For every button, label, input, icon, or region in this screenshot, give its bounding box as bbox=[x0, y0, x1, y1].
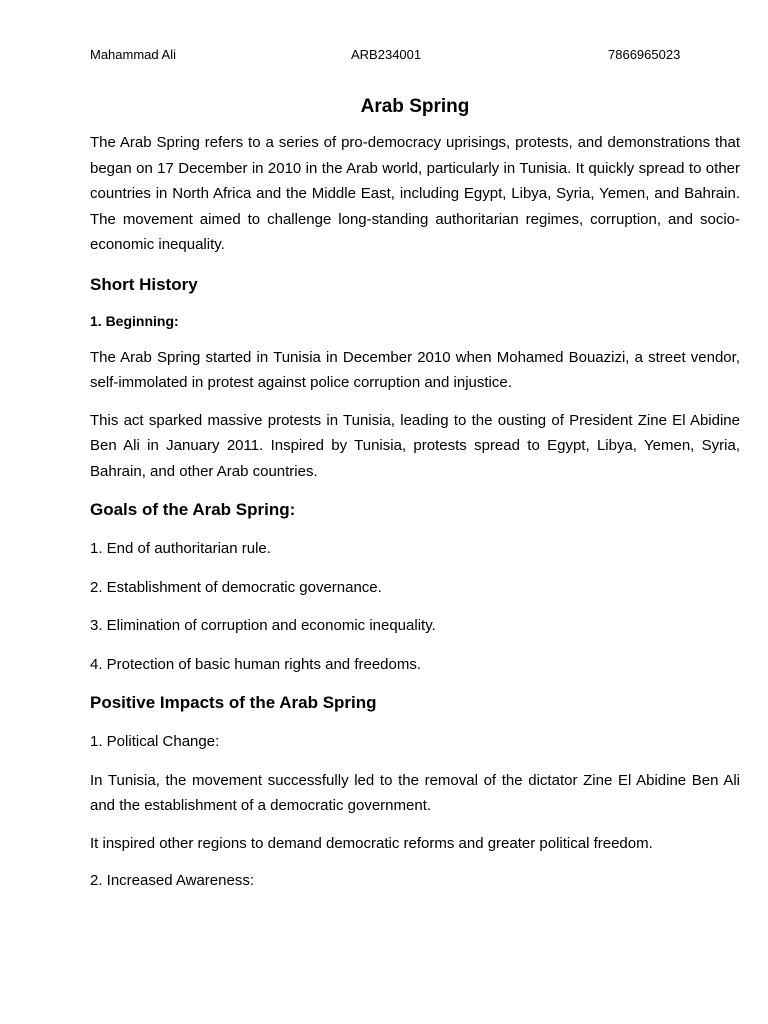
header-code: ARB234001 bbox=[351, 47, 422, 62]
goal-item: 3. Elimination of corruption and economic inequality. bbox=[90, 617, 436, 634]
impact-item-increased-awareness: 2. Increased Awareness: bbox=[90, 872, 254, 889]
history-paragraph-1: The Arab Spring started in Tunisia in December 2010 when Mohamed Bouazizi, a street vendor, self-immolated in protest against police corruption and injustice. bbox=[90, 348, 740, 391]
goals-heading: Goals of the Arab Spring: bbox=[90, 500, 296, 519]
page-header bbox=[90, 46, 740, 64]
impact-item-political-change: 1. Political Change: bbox=[90, 733, 220, 750]
goal-item: 2. Establishment of democratic governance. bbox=[90, 578, 382, 596]
beginning-subheading: 1. Beginning: bbox=[90, 312, 179, 329]
history-paragraph-2: This act sparked massive protests in Tunisia, leading to the ousting of President Zine El Abidine Ben Ali in January 2011. Inspired by Tunisia, protests spread to Egypt, Libya, Yemen, Syria, Bahrain, and other Arab countries. bbox=[90, 411, 740, 480]
page-title: Arab Spring bbox=[360, 96, 470, 117]
short-history-heading: Short History bbox=[90, 274, 198, 294]
goal-item: 1. End of authoritarian rule. bbox=[90, 540, 271, 557]
intro-paragraph: The Arab Spring refers to a series of pro-democracy uprisings, protests, and demonstrations that began on 17 December in 2010 in the Arab world, particularly in Tunisia. It quickly spread to other countries in North Africa and the Middle East, including Egypt, Libya, Syria, Yemen, and Bahrain. The movement aimed to challenge long-standing authoritarian regimes, corruption, and socio-economic inequality. bbox=[90, 134, 740, 253]
header-phone: 7866965023 bbox=[608, 47, 681, 62]
impact-paragraph-2: It inspired other regions to demand democratic reforms and greater political freedom. bbox=[90, 834, 653, 852]
header-author-name: Mahammad Ali bbox=[90, 47, 176, 62]
goal-item: 4. Protection of basic human rights and freedoms. bbox=[90, 655, 422, 673]
impact-paragraph-1: In Tunisia, the movement successfully led to the removal of the dictator Zine El Abidine Ben Ali and the establishment of a democratic government. bbox=[90, 771, 740, 814]
positive-impacts-heading: Positive Impacts of the Arab Spring bbox=[90, 693, 377, 712]
document-body bbox=[90, 92, 740, 894]
